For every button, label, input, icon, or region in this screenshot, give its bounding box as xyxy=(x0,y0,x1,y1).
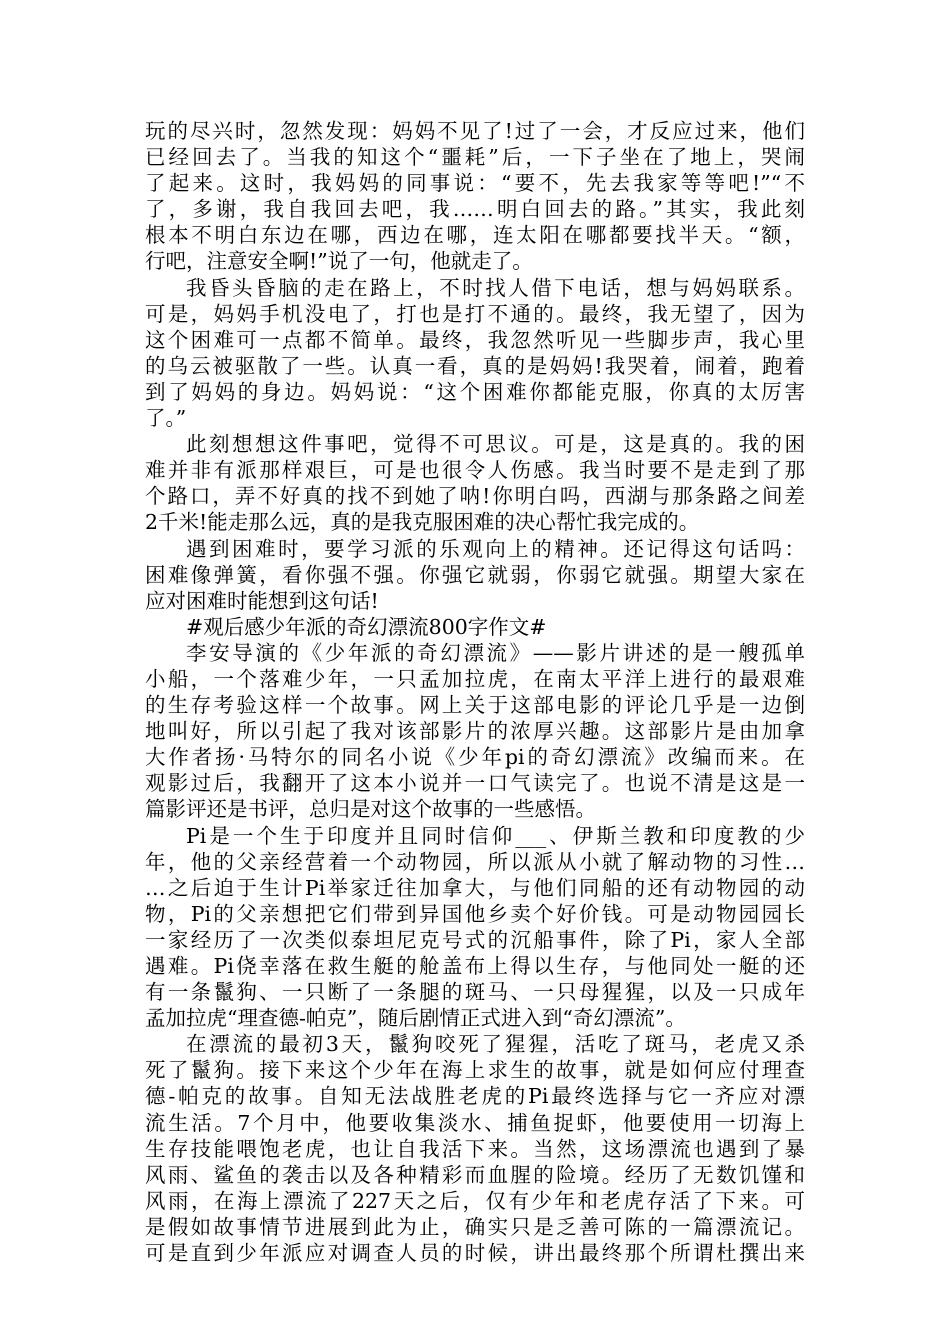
text-line: 死了鬣狗。接下来这个少年在海上求生的故事，就是如何应付理查 xyxy=(145,1058,805,1083)
document-body xyxy=(145,118,805,1266)
paragraph xyxy=(145,275,805,432)
paragraph xyxy=(145,431,805,535)
text-line: 根本不明白东边在哪，西边在哪，连太阳在哪都要找半天。“额， xyxy=(145,223,805,248)
text-line: 一家经历了一次类似泰坦尼克号式的沉船事件，除了Pi，家人全部 xyxy=(145,927,805,952)
text-line: 德-帕克的故事。自知无法战胜老虎的Pi最终选择与它一齐应对漂 xyxy=(145,1084,805,1109)
text-line: 了起来。这时，我妈妈的同事说：“要不，先去我家等等吧!”“不 xyxy=(145,171,805,196)
text-line: 地叫好，所以引起了我对该部影片的浓厚兴趣。这部影片是由加拿 xyxy=(145,719,805,744)
text-line: 到了妈妈的身边。妈妈说：“这个困难你都能克服，你真的太厉害 xyxy=(145,379,805,404)
paragraph xyxy=(145,614,805,640)
text-line: 难并非有派那样艰巨，可是也很令人伤感。我当时要不是走到了那 xyxy=(145,458,805,483)
text-line: 可是，妈妈手机没电了，打也是打不通的。最终，我无望了，因为 xyxy=(145,301,805,326)
text-line: #观后感少年派的奇幻漂流800字作文# xyxy=(186,614,547,639)
text-line: 风雨、鲨鱼的袭击以及各种精彩而血腥的险境。经历了无数饥馑和 xyxy=(145,1162,805,1187)
text-line: 年，他的父亲经营着一个动物园，所以派从小就了解动物的习性… xyxy=(145,849,805,874)
text-line: 我昏头昏脑的走在路上，不时找人借下电话，想与妈妈联系。 xyxy=(186,275,805,300)
text-line: 应对困难时能想到这句话! xyxy=(145,588,379,613)
text-line: 困难像弹簧，看你强不强。你强它就弱，你弱它就强。期望大家在 xyxy=(145,562,805,587)
text-line: 流生活。7个月中，他要收集淡水、捕鱼捉虾，他要使用一切海上 xyxy=(145,1110,805,1135)
text-line: 篇影评还是书评，总归是对这个故事的一些感悟。 xyxy=(145,797,596,822)
text-line: …之后迫于生计Pi举家迁往加拿大，与他们同船的还有动物园的动 xyxy=(145,875,805,900)
text-line: 李安导演的《少年派的奇幻漂流》——影片讲述的是一艘孤单 xyxy=(186,640,805,665)
text-line: 此刻想想这件事吧，觉得不可思议。可是，这是真的。我的困 xyxy=(186,432,805,457)
text-line: 的生存考验这样一个故事。网上关于这部电影的评论几乎是一边倒 xyxy=(145,693,805,718)
paragraph xyxy=(145,118,805,275)
text-line: 生存技能喂饱老虎，也让自我活下来。当然，这场漂流也遇到了暴 xyxy=(145,1136,805,1161)
paragraph xyxy=(145,640,805,823)
text-line: 遇到困难时，要学习派的乐观向上的精神。还记得这句话吗： xyxy=(186,536,805,561)
text-line: 大作者扬·马特尔的同名小说《少年pi的奇幻漂流》改编而来。在 xyxy=(145,745,805,770)
text-line: 行吧，注意安全啊!”说了一句，他就走了。 xyxy=(145,249,533,274)
text-line: 是假如故事情节进展到此为止，确实只是乏善可陈的一篇漂流记。 xyxy=(145,1214,805,1239)
text-line: 在漂流的最初3天，鬣狗咬死了猩猩，活吃了斑马，老虎又杀 xyxy=(186,1032,805,1057)
text-line: 小船，一个落难少年，一只孟加拉虎，在南太平洋上进行的最艰难 xyxy=(145,666,805,691)
paragraph xyxy=(145,823,805,1032)
text-line: 孟加拉虎“理查德-帕克”，随后剧情正式进入到“奇幻漂流”。 xyxy=(145,1006,686,1031)
text-line: 物，Pi的父亲想把它们带到异国他乡卖个好价钱。可是动物园园长 xyxy=(145,901,805,926)
text-line: 有一条鬣狗、一只断了一条腿的斑马、一只母猩猩，以及一只成年 xyxy=(145,980,805,1005)
text-line: 玩的尽兴时，忽然发现：妈妈不见了!过了一会，才反应过来，他们 xyxy=(145,119,805,143)
text-line: 了。” xyxy=(145,406,187,431)
text-line: 可是直到少年派应对调查人员的时候，讲出最终那个所谓杜撰出来 xyxy=(145,1241,805,1266)
text-line: 遇难。Pi侥幸落在救生艇的舱盖布上得以生存，与他同处一艇的还 xyxy=(145,954,805,978)
text-line: 观影过后，我翻开了这本小说并一口气读完了。也说不清是这是一 xyxy=(145,771,805,796)
text-line: 2千米!能走那么远，真的是我克服困难的决心帮忙我完成的。 xyxy=(145,510,700,535)
text-line: Pi是一个生于印度并且同时信仰___、伊斯兰教和印度教的少 xyxy=(186,823,805,848)
text-line: 个路口，弄不好真的找不到她了呐!你明白吗，西湖与那条路之间差 xyxy=(145,484,805,509)
paragraph xyxy=(145,1031,805,1266)
text-line: 的乌云被驱散了一些。认真一看，真的是妈妈!我哭着，闹着，跑着 xyxy=(145,353,805,378)
paragraph xyxy=(145,536,805,614)
text-line: 已经回去了。当我的知这个“噩耗”后，一下子坐在了地上，哭闹 xyxy=(145,145,805,170)
text-line: 了，多谢，我自我回去吧，我……明白回去的路。”其实，我此刻 xyxy=(145,197,805,222)
text-line: 这个困难可一点都不简单。最终，我忽然听见一些脚步声，我心里 xyxy=(145,327,805,352)
text-line: 风雨，在海上漂流了227天之后，仅有少年和老虎存活了下来。可 xyxy=(145,1188,805,1213)
